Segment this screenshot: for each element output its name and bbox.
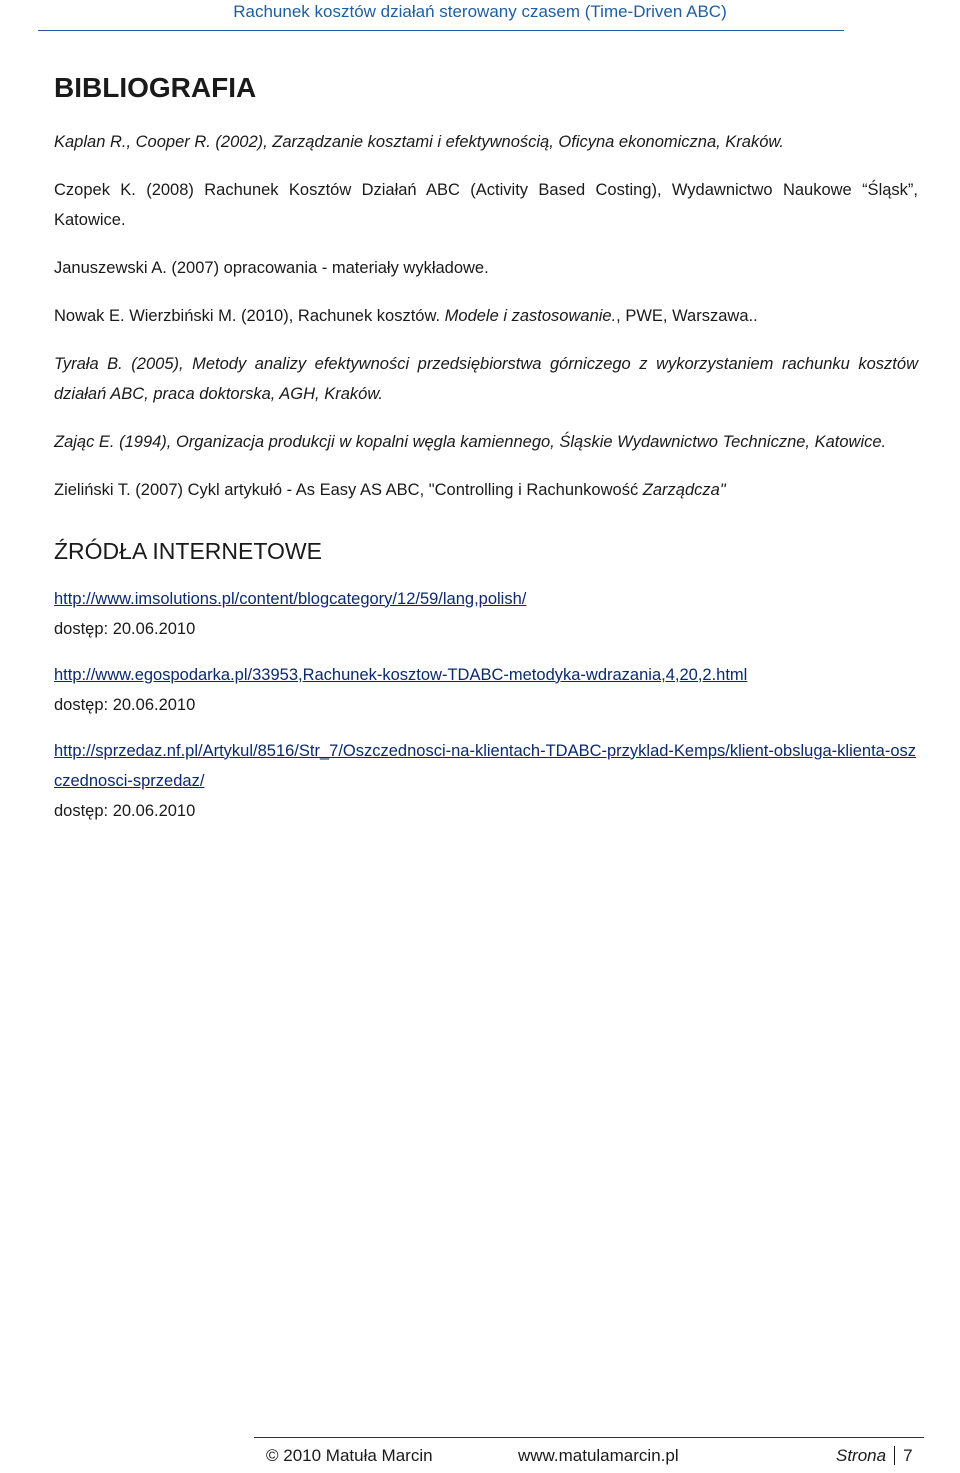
bibliography-heading: BIBLIOGRAFIA [54,72,257,103]
bib-entry-czopek: Czopek K. (2008) Rachunek Kosztów Działań ABC (Activity Based Costing), Wydawnictwo Naukowe “Śląsk”, Katowice. [54,181,918,229]
source-link-sprzedaz[interactable]: http://sprzedaz.nf.pl/Artykul/8516/Str_7/Oszczednosci-na-klientach-TDABC-przyklad-Kemps/klient-obsluga-klienta-oszczednosci-sprzedaz/ [54,741,917,790]
internet-sources-heading: ŹRÓDŁA INTERNETOWE [54,538,322,564]
access-date: dostęp: 20.06.2010 [54,801,196,820]
footer-website: www.matulamarcin.pl [518,1446,679,1465]
access-date: dostęp: 20.06.2010 [54,695,196,714]
source-link-imsolutions[interactable]: http://www.imsolutions.pl/content/blogcategory/12/59/lang,polish/ [54,589,527,608]
page-content [54,70,918,842]
bib-entry-januszewski: Januszewski A. (2007) opracowania - materiały wykładowe. [54,259,489,277]
source-egospodarka [54,660,918,720]
source-imsolutions [54,584,918,644]
footer-rule [254,1437,924,1438]
bib-entry-tyrala: Tyrała B. (2005), Metody analizy efektywności przedsiębiorstwa górniczego z wykorzystaniem rachunku kosztów działań ABC, praca doktorska, AGH, Kraków. [54,355,918,403]
bib-entry-nowak: Nowak E. Wierzbiński M. (2010), Rachunek kosztów. Modele i zastosowanie., PWE, Warszawa.. [54,307,758,325]
access-date: dostęp: 20.06.2010 [54,619,196,638]
source-link-egospodarka[interactable]: http://www.egospodarka.pl/33953,Rachunek-kosztow-TDABC-metodyka-wdrazania,4,20,2.html [54,665,748,684]
page-number: 7 [894,1446,912,1465]
footer-copyright: © 2010 Matuła Marcin [266,1446,433,1465]
footer-page [836,1446,913,1466]
bib-entry-zajac: Zając E. (1994), Organizacja produkcji w kopalni węgla kamiennego, Śląskie Wydawnictwo Techniczne, Katowice. [54,433,887,451]
bib-entry-zielinski: Zieliński T. (2007) Cykl artykułó - As Easy AS ABC, "Controlling i Rachunkowość Zarządcza" [54,481,726,499]
running-header: Rachunek kosztów działań sterowany czasem (Time-Driven ABC) [233,2,727,21]
header-rule [38,30,844,31]
source-sprzedaz [54,736,918,826]
bib-entry-kaplan: Kaplan R., Cooper R. (2002), Zarządzanie kosztami i efektywnością, Oficyna ekonomiczna, Kraków. [54,133,784,151]
page-label: Strona [836,1446,887,1465]
